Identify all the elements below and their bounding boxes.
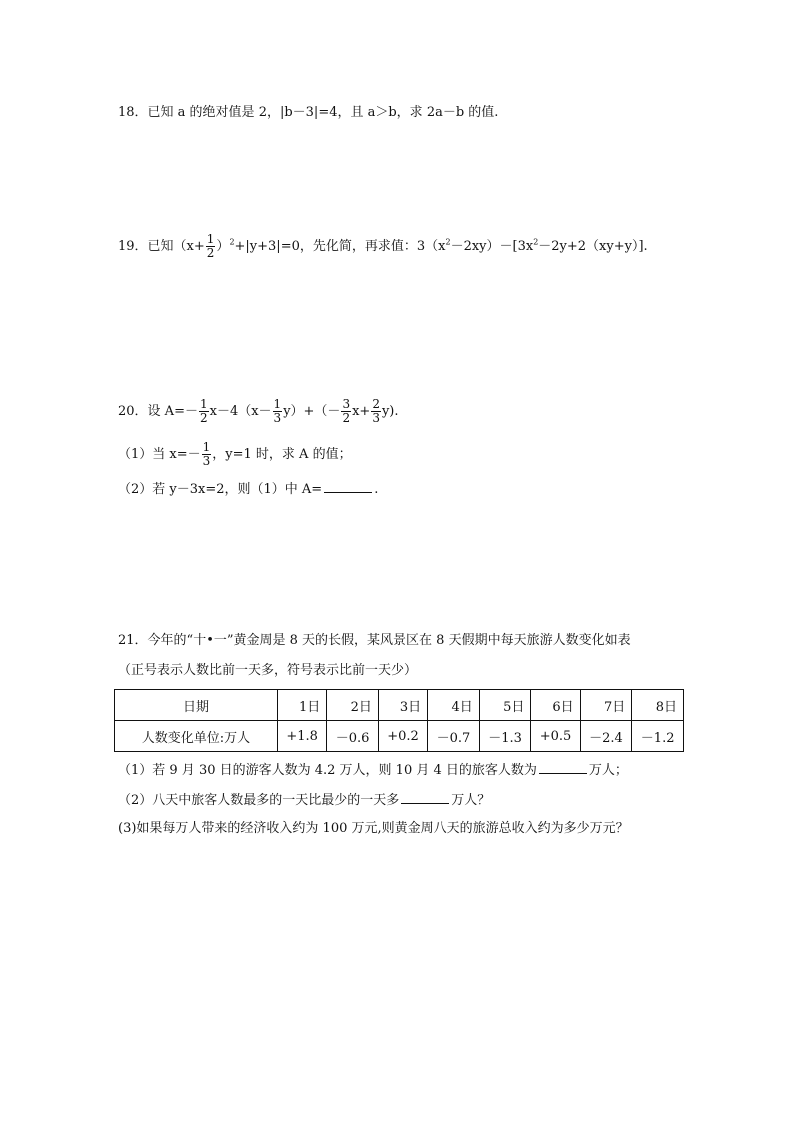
question-20-text: 20．设 A=－ — [118, 404, 198, 419]
table-cell: +1.8 — [278, 721, 327, 752]
fraction — [341, 398, 351, 425]
question-21-text: 21．今年的“十•一”黄金周是 8 天的长假，某风景区在 8 天假期中每天旅游人数变化如表 — [118, 633, 631, 648]
question-19-text: ） — [216, 239, 230, 254]
question-21-sub-2 — [118, 789, 490, 811]
question-20-part-1 — [118, 441, 352, 468]
fraction-numerator: 1 — [273, 397, 282, 411]
question-21-text: (3)如果每万人带来的经济收入约为 100 万元,则黄金周八天的旅游总收入约为多少万元？ — [118, 821, 629, 836]
table-cell: －0.7 — [428, 721, 480, 752]
table-cell: 7日 — [580, 690, 632, 721]
table-header-cell: 人数变化单位:万人 — [115, 721, 278, 752]
answer-blank[interactable] — [539, 759, 587, 774]
question-21-text: 万人； — [588, 763, 628, 778]
fraction-denominator: 3 — [372, 411, 380, 425]
question-19 — [118, 233, 648, 260]
question-19-text: +|y+3|=0，先化简，再求值：3（x — [234, 239, 446, 254]
table-cell: 3日 — [378, 690, 427, 721]
question-21-note — [118, 661, 417, 681]
table-cell: 8日 — [632, 690, 684, 721]
question-20-part-2 — [118, 478, 378, 500]
fraction — [273, 398, 283, 425]
question-21-text: （2）八天中旅客人数最多的一天比最少的一天多 — [118, 793, 400, 808]
question-19-text: 19．已知（x+ — [118, 239, 205, 254]
answer-blank[interactable] — [324, 478, 372, 493]
exponent: 2 — [445, 237, 451, 247]
exponent: 2 — [229, 237, 235, 247]
question-19-text: －2y+2（xy+y）]. — [538, 239, 648, 254]
table-cell: 4日 — [428, 690, 480, 721]
fraction-numerator: 3 — [342, 397, 351, 411]
table-cell: －0.6 — [327, 721, 379, 752]
question-20-text: （2）若 y－3x=2，则（1）中 A= — [118, 482, 323, 497]
table-row — [115, 721, 684, 752]
question-20-text: ，y=1 时，求 A 的值； — [212, 447, 352, 462]
fraction-numerator: 1 — [199, 397, 208, 411]
question-20-text: y）+（－ — [283, 404, 341, 419]
fraction — [206, 233, 216, 260]
table-cell: －2.4 — [580, 721, 632, 752]
fraction-denominator: 3 — [202, 454, 211, 468]
question-20-text: x+ — [352, 404, 371, 419]
question-21-stem — [118, 631, 631, 651]
exponent: 2 — [533, 237, 539, 247]
question-18-text: 18．已知 a 的绝对值是 2，|b－3|=4，且 a＞b，求 2a－b 的值. — [118, 105, 499, 120]
table-header-cell: 日期 — [115, 690, 278, 721]
table-cell: 5日 — [479, 690, 531, 721]
fraction — [202, 441, 212, 468]
question-21-text: （1）若 9 月 30 日的游客人数为 4.2 万人，则 10 月 4 日的旅客人数为 — [118, 763, 537, 778]
fraction — [199, 398, 209, 425]
question-20-stem — [118, 398, 399, 425]
fraction-denominator: 3 — [273, 411, 282, 425]
table-cell: －1.3 — [479, 721, 531, 752]
question-20-text: y). — [381, 404, 399, 419]
tourist-change-table — [114, 689, 684, 752]
question-20-text: x－4（x－ — [209, 404, 272, 419]
fraction — [371, 398, 381, 425]
table-cell: 2日 — [327, 690, 379, 721]
answer-blank[interactable] — [401, 789, 449, 804]
question-20-text: . — [374, 482, 379, 497]
question-21-sub-1 — [118, 759, 628, 781]
question-21-sub-3 — [118, 819, 629, 839]
fraction-denominator: 2 — [199, 411, 208, 425]
table-cell: +0.5 — [531, 721, 580, 752]
question-19-text: －2xy）－[3x — [450, 239, 534, 254]
fraction-denominator: 2 — [342, 411, 351, 425]
table-row — [115, 690, 684, 721]
fraction-numerator: 2 — [372, 397, 380, 411]
fraction-denominator: 2 — [206, 246, 215, 260]
table-cell: 6日 — [531, 690, 580, 721]
question-20-text: （1）当 x=－ — [118, 447, 201, 462]
table-cell: 1日 — [278, 690, 327, 721]
table-cell: －1.2 — [632, 721, 684, 752]
fraction-numerator: 1 — [206, 232, 215, 246]
table-cell: +0.2 — [378, 721, 427, 752]
question-21-text: 万人？ — [451, 793, 491, 808]
question-21-text: （正号表示人数比前一天多，符号表示比前一天少） — [118, 663, 418, 678]
fraction-numerator: 1 — [202, 440, 211, 454]
question-18 — [118, 103, 498, 123]
